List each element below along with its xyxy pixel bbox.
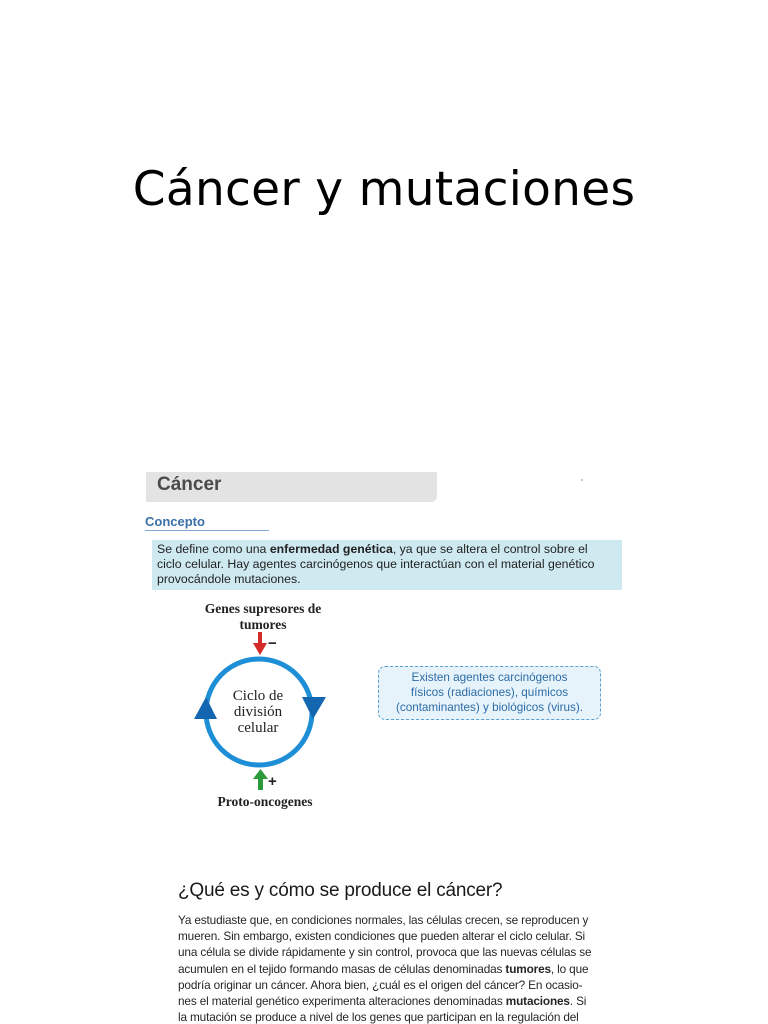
article-text: , lo que <box>550 961 589 976</box>
decorative-dot <box>581 479 583 481</box>
carcinogens-callout <box>378 666 601 720</box>
tumor-suppressor-label-line2: tumores <box>239 617 287 632</box>
section-header <box>146 472 437 502</box>
article-heading: ¿Qué es y cómo se produce el cáncer? <box>178 880 503 901</box>
cycle-center-label <box>208 688 308 736</box>
definition-text: , ya que se altera el control sobre el <box>392 542 588 556</box>
article-line: Ya estudiaste que, en condiciones normales, las células crecen, se reproducen y <box>178 913 589 927</box>
article-bold-term: tumores <box>505 961 551 976</box>
slide-title: Cáncer y mutaciones <box>132 162 636 217</box>
article-text: nes el material genético experimenta alteraciones denominadas <box>178 994 506 1009</box>
article-line: la mutación se produce a nivel de los genes que participan en la regulación del <box>178 1010 579 1024</box>
proto-oncogenes-label: Proto-oncogenes <box>217 794 313 809</box>
article-line <box>178 961 600 977</box>
cycle-center-line1: Ciclo de <box>232 688 284 704</box>
promote-arrow-icon <box>253 769 268 790</box>
section-header-label: Cáncer <box>157 474 222 495</box>
article-text: acumulen en el tejido formando masas de células denominadas <box>178 961 506 976</box>
article-line: mueren. Sin embargo, existen condiciones que pueden alterar el ciclo celular. Si <box>178 929 586 944</box>
article-text: . Si <box>569 994 587 1009</box>
concept-underline <box>145 530 269 531</box>
definition-bold-term: enfermedad genética <box>269 542 393 556</box>
tumor-suppressor-label-line1: Genes supresores de <box>204 601 322 616</box>
article-bold-term: mutaciones <box>505 994 570 1009</box>
article-line: podría originar un cáncer. Ahora bien, ¿cuál es el origen del cáncer? En ocasio- <box>178 977 583 992</box>
article-line: una célula se divide rápidamente y sin control, provoca que las nuevas células se <box>178 945 592 960</box>
cycle-center-line3: celular <box>237 720 279 736</box>
inhibit-sign: − <box>268 635 277 652</box>
promote-sign: + <box>268 773 277 790</box>
callout-line1: Existen agentes carcinógenos <box>411 671 568 684</box>
definition-text: Se define como una <box>157 542 270 556</box>
definition-text: ciclo celular. Hay agentes carcinógenos que interactúan con el material genético <box>157 557 595 571</box>
article-line <box>178 993 600 1009</box>
definition-text: provocándole mutaciones. <box>157 572 301 586</box>
callout-line2: físicos (radiaciones), químicos <box>410 686 569 699</box>
inhibit-arrow-icon <box>253 632 267 655</box>
article-body <box>178 912 600 1024</box>
cycle-center-line2: división <box>233 704 283 720</box>
concept-label: Concepto <box>145 514 205 529</box>
definition-box <box>152 540 622 590</box>
callout-line3: (contaminantes) y biológicos (virus). <box>395 701 584 714</box>
